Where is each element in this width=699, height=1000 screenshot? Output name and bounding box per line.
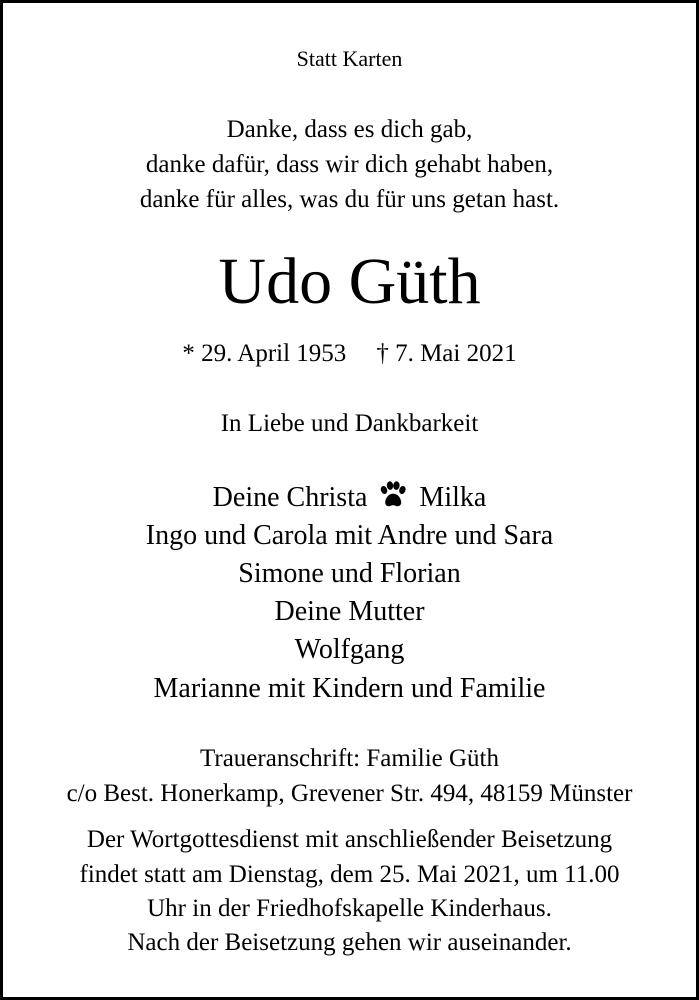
service-line-1: Der Wortgottesdienst mit anschließender Beisetzung [86, 826, 613, 853]
family-line-1 [0, 481, 699, 514]
service-line-2: findet statt am Dienstag, dem 25. Mai 2021, um 11.00 [79, 861, 620, 888]
family-line-3: Simone und Florian [238, 558, 461, 589]
poem-line-1: Danke, dass es dich gab, [226, 116, 473, 143]
address-line-1: Traueranschrift: Familie Güth [199, 745, 500, 772]
service-line-4: Nach der Beisetzung gehen wir auseinander. [127, 929, 572, 956]
service-line-3: Uhr in der Friedhofskapelle Kinderhaus. [147, 895, 552, 922]
family-name-christa: Deine Christa [212, 482, 368, 513]
address-line-2: c/o Best. Honerkamp, Grevener Str. 494, 48159 Münster [66, 780, 633, 807]
dedication-text: In Liebe und Dankbarkeit [220, 410, 479, 437]
family-line-5: Wolfgang [294, 634, 405, 665]
birth-date: * 29. April 1953 [182, 340, 347, 367]
paw-print-icon [378, 481, 408, 509]
poem-line-2: danke dafür, dass wir dich gehabt haben, [145, 151, 554, 178]
life-dates [0, 340, 699, 368]
family-line-4: Deine Mutter [274, 596, 425, 627]
deceased-name: Udo Güth [218, 245, 481, 318]
family-name-milka: Milka [419, 482, 487, 513]
poem-line-3: danke für alles, was du für uns getan hast. [139, 186, 560, 213]
header-text: Statt Karten [296, 46, 403, 71]
family-line-6: Marianne mit Kindern und Familie [153, 673, 546, 704]
death-date: † 7. Mai 2021 [376, 340, 517, 367]
family-line-2: Ingo und Carola mit Andre und Sara [145, 520, 554, 551]
